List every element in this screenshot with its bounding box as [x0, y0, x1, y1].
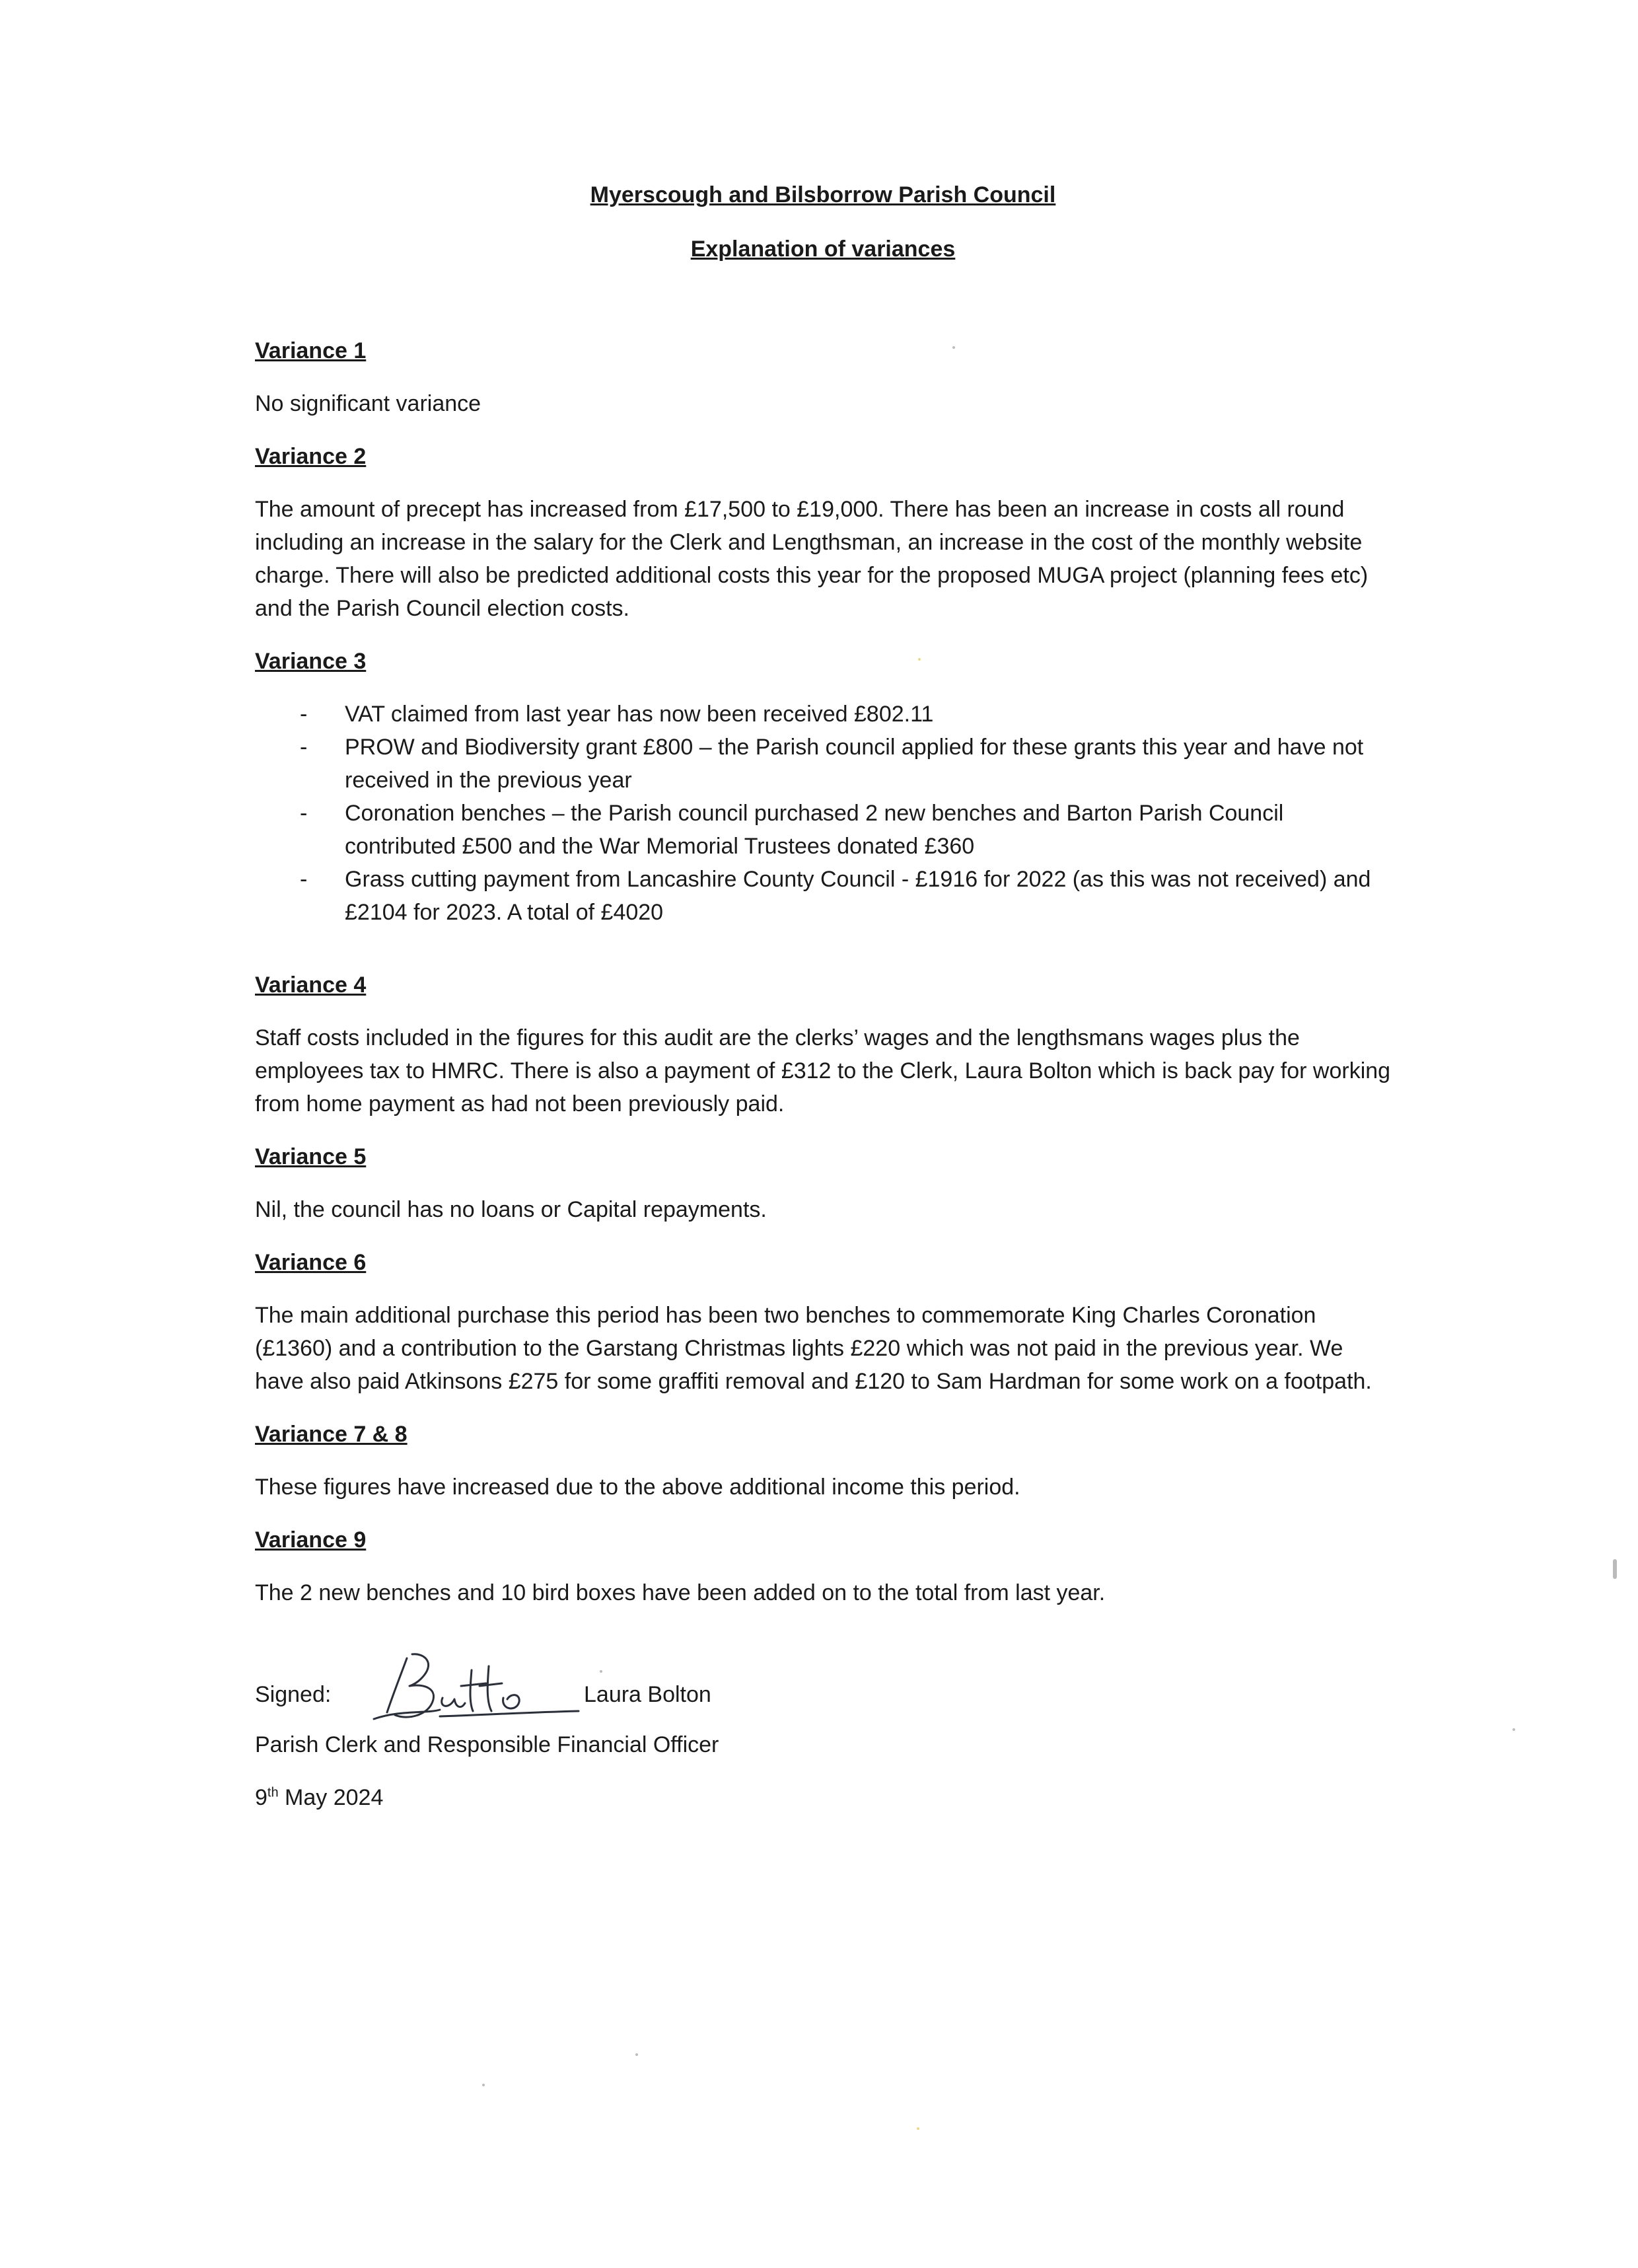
variance-9-heading: Variance 9 — [255, 1527, 367, 1553]
variance-2-heading: Variance 2 — [255, 444, 367, 469]
scan-speck — [917, 2127, 919, 2130]
signature-block — [255, 1662, 1391, 1728]
variance-7-8-heading: Variance 7 & 8 — [255, 1422, 408, 1447]
bullet-dash: - — [300, 801, 308, 826]
variance-1-text: No significant variance — [255, 391, 481, 416]
list-item — [255, 731, 1391, 797]
bullet-dash: - — [300, 702, 308, 727]
variance-3-list — [255, 698, 1391, 929]
scan-speck — [600, 1670, 602, 1673]
list-item — [255, 863, 1391, 929]
variance-9-text: The 2 new benches and 10 bird boxes have been added on to the total from last year. — [255, 1580, 1106, 1605]
variance-4-text: Staff costs included in the figures for this audit are the clerks’ wages and the lengthsmans wages plus the employees tax to HMRC. There is also a payment of £312 to the Clerk, Laura Bolton which is back pay for working from home payment as had not been previously paid. — [255, 1025, 1391, 1116]
list-item-text: Grass cutting payment from Lancashire County Council - £1916 for 2022 (as this was not received) and £2104 for 2023. A total of £4020 — [345, 867, 1371, 925]
list-item — [255, 797, 1391, 863]
document-title: Myerscough and Bilsborrow Parish Council — [590, 182, 1056, 207]
variance-4-heading: Variance 4 — [255, 972, 367, 998]
scan-speck — [482, 2084, 485, 2086]
list-item — [255, 698, 1391, 731]
scan-speck — [1513, 1728, 1515, 1731]
scan-speck — [1613, 1559, 1617, 1579]
date-day: 9 — [255, 1785, 267, 1810]
bullet-dash: - — [300, 735, 308, 760]
signature-date — [255, 1781, 1391, 1814]
variance-6-text: The main additional purchase this period has been two benches to commemorate King Charles Coronation (£1360) and a contribution to the Garstang Christmas lights £220 which was not paid in the previous year. We have also paid Atkinsons £275 for some graffiti removal and £120 to Sam Hardman for some work on a footpath. — [255, 1303, 1372, 1394]
handwritten-signature — [361, 1646, 585, 1732]
variance-2-text: The amount of precept has increased from £17,500 to £19,000. There has been an increase in costs all round including an increase in the salary for the Clerk and Lengthsman, an increase in the cost of the monthly website charge. There will also be predicted additional costs this year for the proposed MUGA project (planning fees etc) and the Parish Council election costs. — [255, 497, 1369, 621]
list-item-text: VAT claimed from last year has now been received £802.11 — [345, 702, 934, 727]
list-item-text: PROW and Biodiversity grant £800 – the Parish council applied for these grants this year and have not received in the previous year — [345, 735, 1364, 793]
scan-speck — [952, 346, 955, 349]
variance-5-text: Nil, the council has no loans or Capital repayments. — [255, 1197, 767, 1222]
signed-label: Signed: — [255, 1682, 332, 1707]
scan-speck — [918, 658, 921, 661]
variance-5-heading: Variance 5 — [255, 1144, 367, 1169]
scan-speck — [635, 2053, 638, 2056]
variance-6-heading: Variance 6 — [255, 1250, 367, 1275]
variance-1-heading: Variance 1 — [255, 338, 367, 363]
variance-3-heading: Variance 3 — [255, 649, 367, 674]
document-body — [255, 178, 1391, 1814]
signatory-name: Laura Bolton — [584, 1682, 711, 1707]
bullet-dash: - — [300, 867, 308, 892]
date-ordinal-suffix: th — [267, 1785, 279, 1800]
signatory-role: Parish Clerk and Responsible Financial Officer — [255, 1732, 719, 1757]
list-item-text: Coronation benches – the Parish council purchased 2 new benches and Barton Parish Council contributed £500 and the War Memorial Trustees donated £360 — [345, 801, 1284, 859]
date-month-year: May 2024 — [278, 1785, 384, 1810]
variance-7-8-text: These figures have increased due to the above additional income this period. — [255, 1475, 1020, 1500]
document-subtitle: Explanation of variances — [690, 237, 956, 262]
